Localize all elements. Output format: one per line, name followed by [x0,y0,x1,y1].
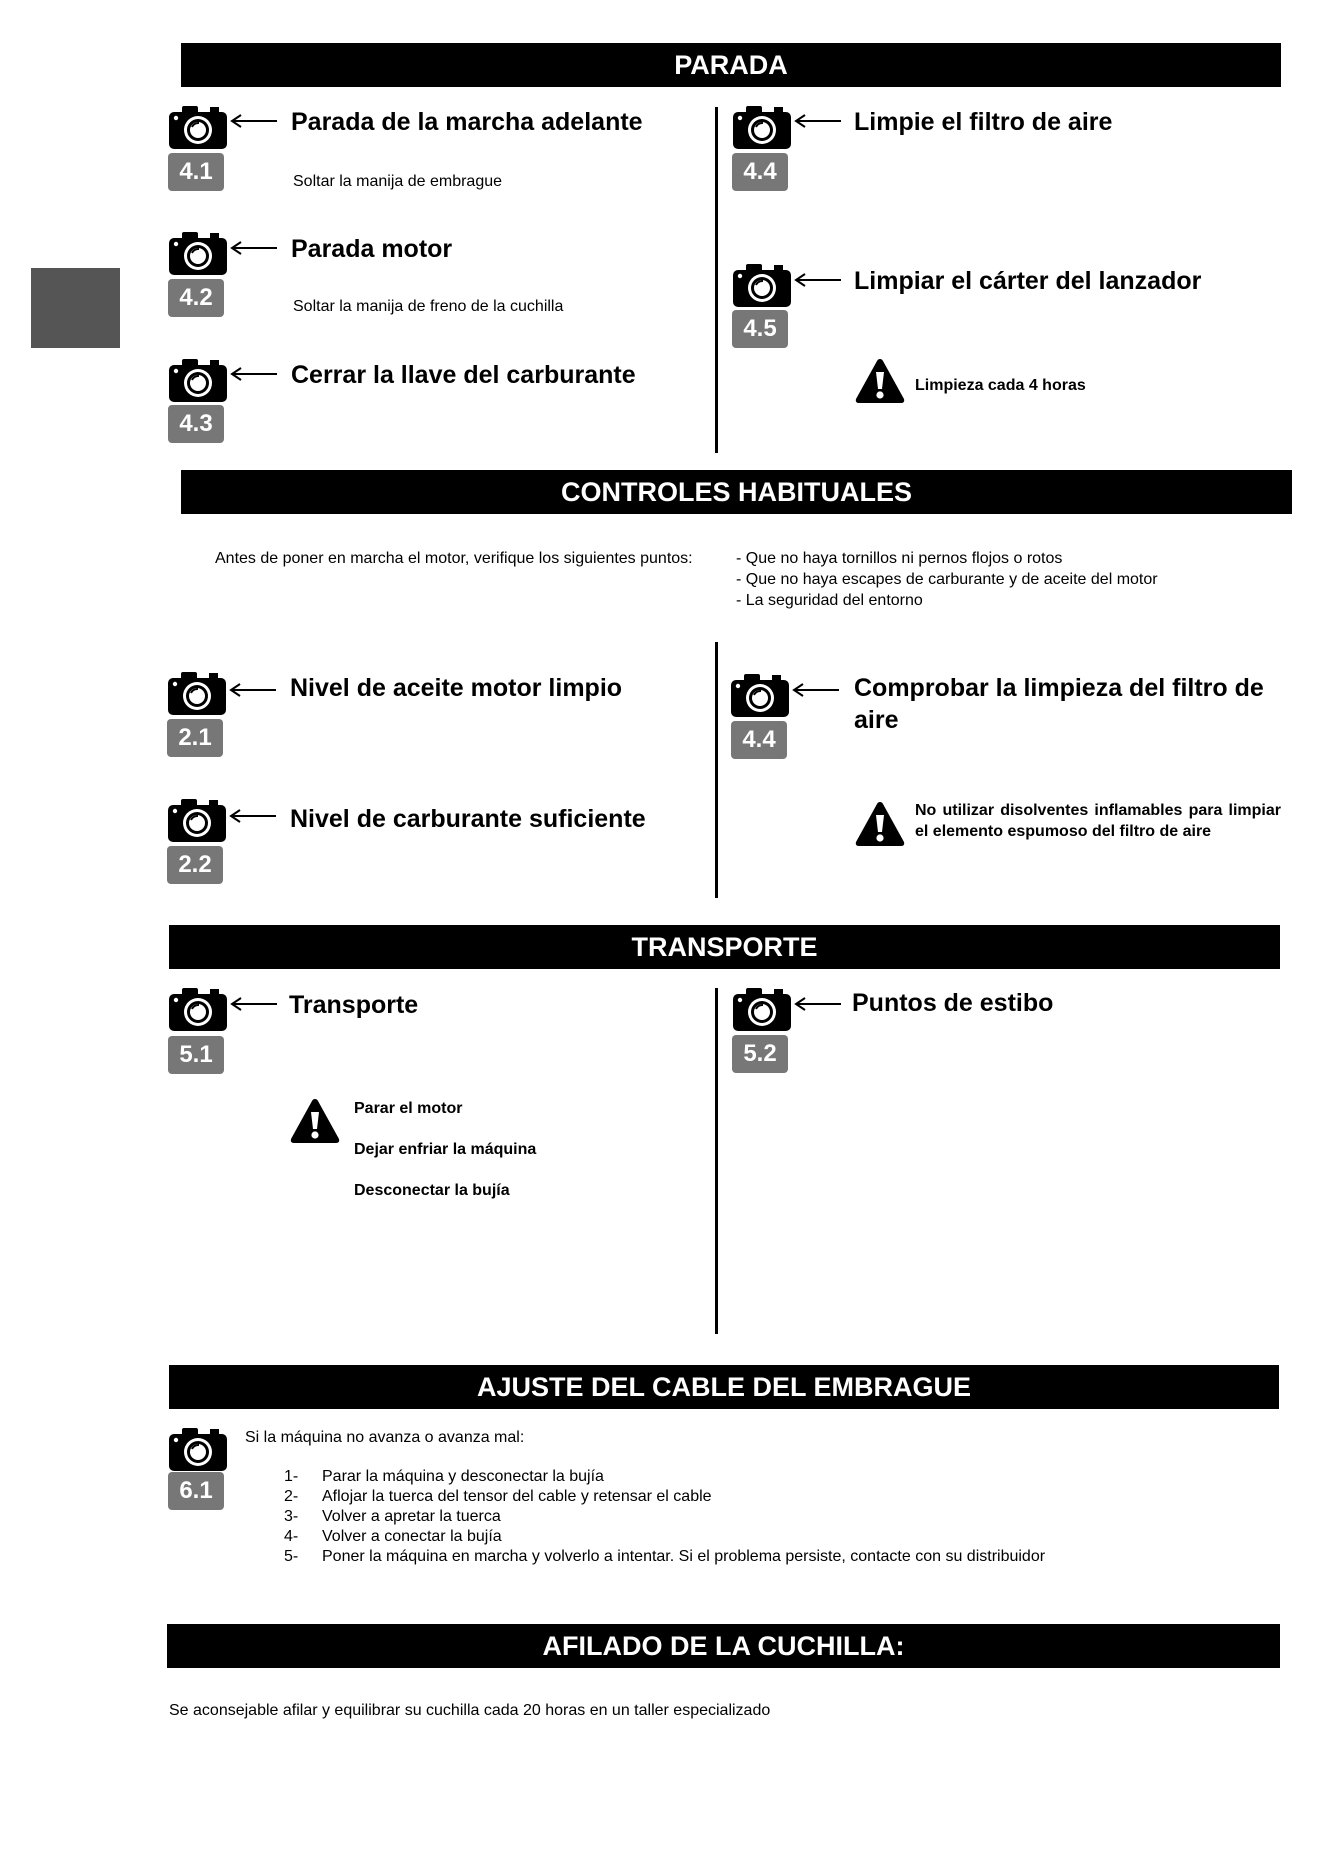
warning-text: Dejar enfriar la máquina [354,1141,537,1158]
figure-badge: 4.5 [732,310,788,348]
arrow-left-icon [792,683,840,697]
item-title: Nivel de aceite motor limpio [290,674,623,702]
camera-icon [168,986,228,1032]
section-header-afilado: AFILADO DE LA CUCHILLA: [167,1624,1280,1668]
figure-badge: 4.4 [732,153,788,191]
step-text: Volver a conectar la bujía [322,1528,502,1545]
warning-text: Desconectar la bujía [354,1182,510,1199]
item-title: Limpie el filtro de aire [854,108,1113,136]
camera-icon [168,357,228,403]
item-title: Puntos de estibo [852,989,1054,1017]
check-item: - Que no haya tornillos ni pernos flojos o rotos [736,550,1063,567]
figure-badge: 6.1 [168,1472,224,1510]
section-header-transporte: TRANSPORTE [169,925,1280,969]
step-text: Parar la máquina y desconectar la bujía [322,1468,604,1485]
item-title: Limpiar el cárter del lanzador [854,267,1202,295]
camera-icon [730,672,790,718]
section-header-controles: CONTROLES HABITUALES [181,470,1292,514]
figure-badge: 4.1 [168,153,224,191]
column-divider [715,642,718,898]
arrow-left-icon [230,997,278,1011]
item-title: Comprobar la limpieza del filtro de aire [854,674,1264,734]
camera-icon [168,1426,228,1472]
checks-intro: Antes de poner en marcha el motor, verifique los siguientes puntos: [215,550,693,567]
arrow-left-icon [794,114,842,128]
side-tab [31,268,120,348]
figure-badge: 4.3 [168,405,224,443]
figure-badge: 2.2 [167,846,223,884]
step-number: 4- [284,1528,299,1545]
warning-icon [854,800,906,848]
step-number: 1- [284,1468,299,1485]
camera-icon [732,262,792,308]
item-title: Parada motor [291,235,453,263]
section-header-ajuste: AJUSTE DEL CABLE DEL EMBRAGUE [169,1365,1279,1409]
item-desc: Soltar la manija de embrague [293,173,503,190]
arrow-left-icon [794,997,842,1011]
warning-text: Limpieza cada 4 horas [915,377,1086,394]
step-number: 2- [284,1488,299,1505]
item-desc: Soltar la manija de freno de la cuchilla [293,298,564,315]
step-number: 3- [284,1508,299,1525]
step-text: Aflojar la tuerca del tensor del cable y retensar el cable [322,1488,712,1505]
camera-icon [167,670,227,716]
item-title: Nivel de carburante suficiente [290,805,646,833]
figure-badge: 4.2 [168,279,224,317]
arrow-left-icon [794,273,842,287]
camera-icon [732,104,792,150]
item-title: Parada de la marcha adelante [291,108,643,136]
check-item: - Que no haya escapes de carburante y de aceite del motor [736,571,1158,588]
item-title: Cerrar la llave del carburante [291,361,636,389]
figure-badge: 5.1 [168,1036,224,1074]
warning-icon [289,1097,341,1145]
step-text: Volver a apretar la tuerca [322,1508,501,1525]
arrow-left-icon [229,683,277,697]
check-item: - La seguridad del entorno [736,592,923,609]
figure-badge: 5.2 [732,1035,788,1073]
step-number: 5- [284,1548,299,1565]
arrow-left-icon [230,367,278,381]
section-header-parada: PARADA [181,43,1281,87]
ajuste-intro: Si la máquina no avanza o avanza mal: [245,1429,525,1446]
figure-badge: 2.1 [167,719,223,757]
arrow-left-icon [230,241,278,255]
item-title: Transporte [289,991,419,1019]
camera-icon [167,797,227,843]
arrow-left-icon [229,809,277,823]
camera-icon [168,230,228,276]
step-text: Poner la máquina en marcha y volverlo a intentar. Si el problema persiste, contacte con su distribuidor [322,1548,1046,1565]
camera-icon [732,986,792,1032]
warning-icon [854,357,906,405]
afilado-text: Se aconsejable afilar y equilibrar su cuchilla cada 20 horas en un taller especializado [169,1702,771,1719]
column-divider [715,107,718,453]
camera-icon [168,104,228,150]
warning-text: Parar el motor [354,1100,463,1117]
warning-text: No utilizar disolventes inflamables para limpiar el elemento espumoso del filtro de aire [915,802,1281,840]
column-divider [715,988,718,1334]
arrow-left-icon [230,114,278,128]
figure-badge: 4.4 [731,721,787,759]
